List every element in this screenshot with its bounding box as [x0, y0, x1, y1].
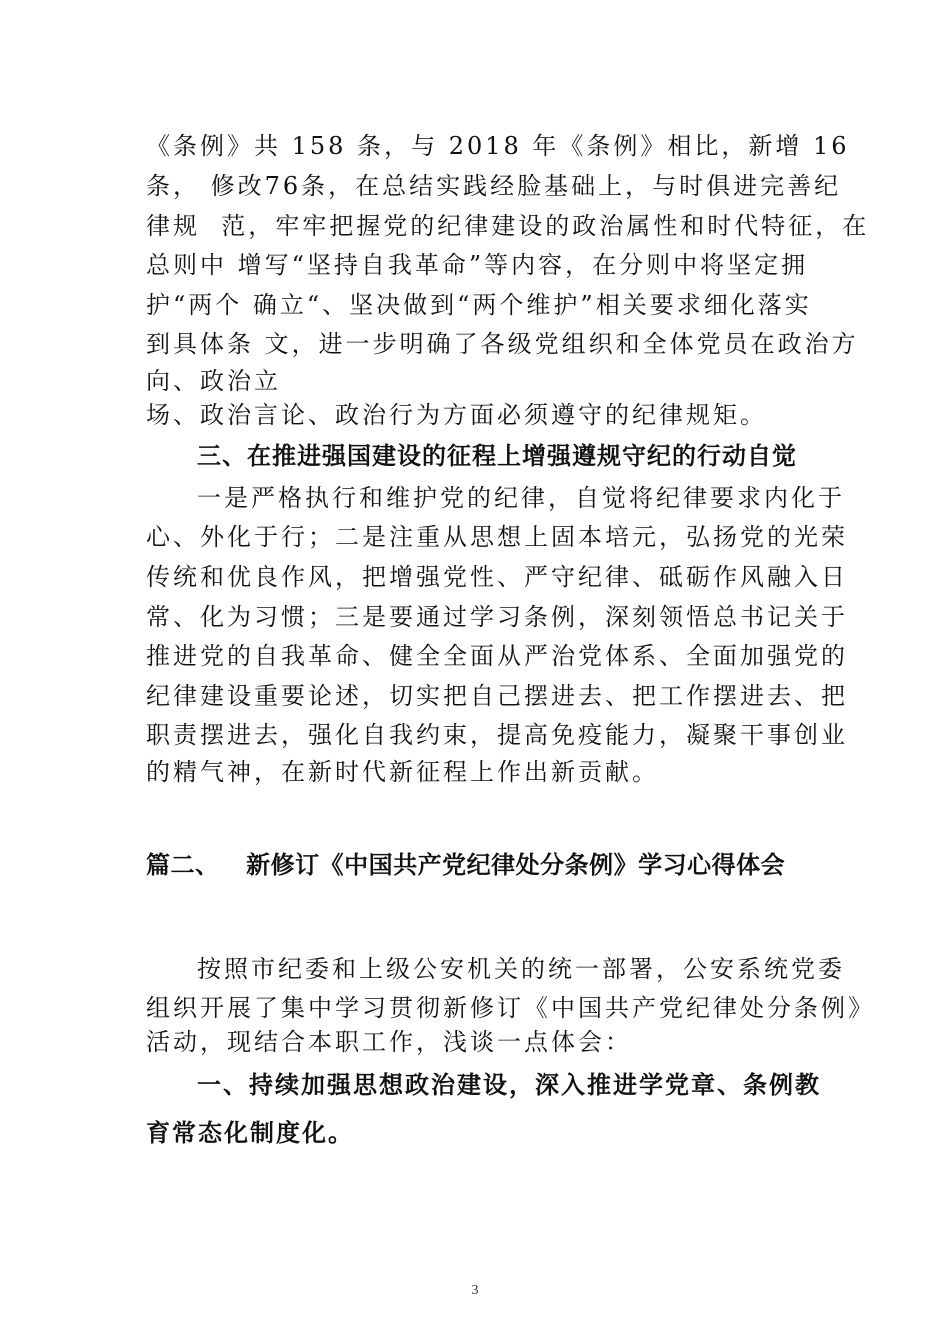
body-line: 常、化为习惯；三是要通过学习条例，深刻领悟总书记关于 — [146, 603, 848, 631]
body-line: 护“两个 确立“、坚决做到“两个维护”相关要求细化落实 — [146, 291, 812, 319]
page-number: 3 — [471, 1283, 479, 1298]
body-line: 《条例》共 158 条，与 2018 年《条例》相比，新增 16 — [146, 132, 850, 160]
article-title: 篇二、 新修订《中国共产党纪律处分条例》学习心得体会 — [146, 851, 786, 879]
section-heading: 三、在推进强国建设的征程上增强遵规守纪的行动自觉 — [197, 442, 797, 470]
body-line: 活动，现结合本职工作，浅谈一点体会： — [146, 1028, 632, 1056]
body-line: 职责摆进去，强化自我约束，提高免疫能力，凝聚干事创业 — [146, 721, 848, 749]
body-line: 总则中 增写“坚持自我革命”等内容，在分则中将坚定拥 — [146, 251, 809, 279]
body-line: 到具体条 文，进一步明确了各级党组织和全体党员在政治方 — [146, 330, 859, 358]
body-line: 向、政治立 — [146, 367, 281, 395]
body-line: 推进党的自我革命、健全全面从严治党体系、全面加强党的 — [146, 642, 848, 670]
body-line: 场、政治言论、政治行为方面必须遵守的纪律规矩。 — [146, 401, 767, 429]
body-line: 心、外化于行；二是注重从思想上固本培元，弘扬党的光荣 — [146, 523, 848, 551]
body-line: 纪律建设重要论述，切实把自己摆进去、把工作摆进去、把 — [146, 682, 848, 710]
body-line: 传统和优良作风，把增强党性、严守纪律、砥砺作风融入日 — [146, 563, 848, 591]
body-line: 按照市纪委和上级公安机关的统一部署，公安系统党委 — [197, 955, 845, 983]
section-heading: 一、持续加强思想政治建设，深入推进学党章、条例教 — [197, 1071, 821, 1099]
body-line: 律规 范，牢牢把握党的纪律建设的政治属性和时代特征，在 — [146, 212, 870, 240]
body-line: 条， 修改76条，在总结实践经脸基础上，与时俱进完善纪 — [146, 172, 842, 200]
body-line: 组织开展了集中学习贯彻新修订《中国共产党纪律处分条例》 — [146, 994, 875, 1022]
section-heading: 育常态化制度化。 — [146, 1119, 354, 1147]
body-line: 一是严格执行和维护党的纪律，自觉将纪律要求内化于 — [197, 484, 845, 512]
body-line: 的精气神，在新时代新征程上作出新贡献。 — [146, 758, 659, 786]
